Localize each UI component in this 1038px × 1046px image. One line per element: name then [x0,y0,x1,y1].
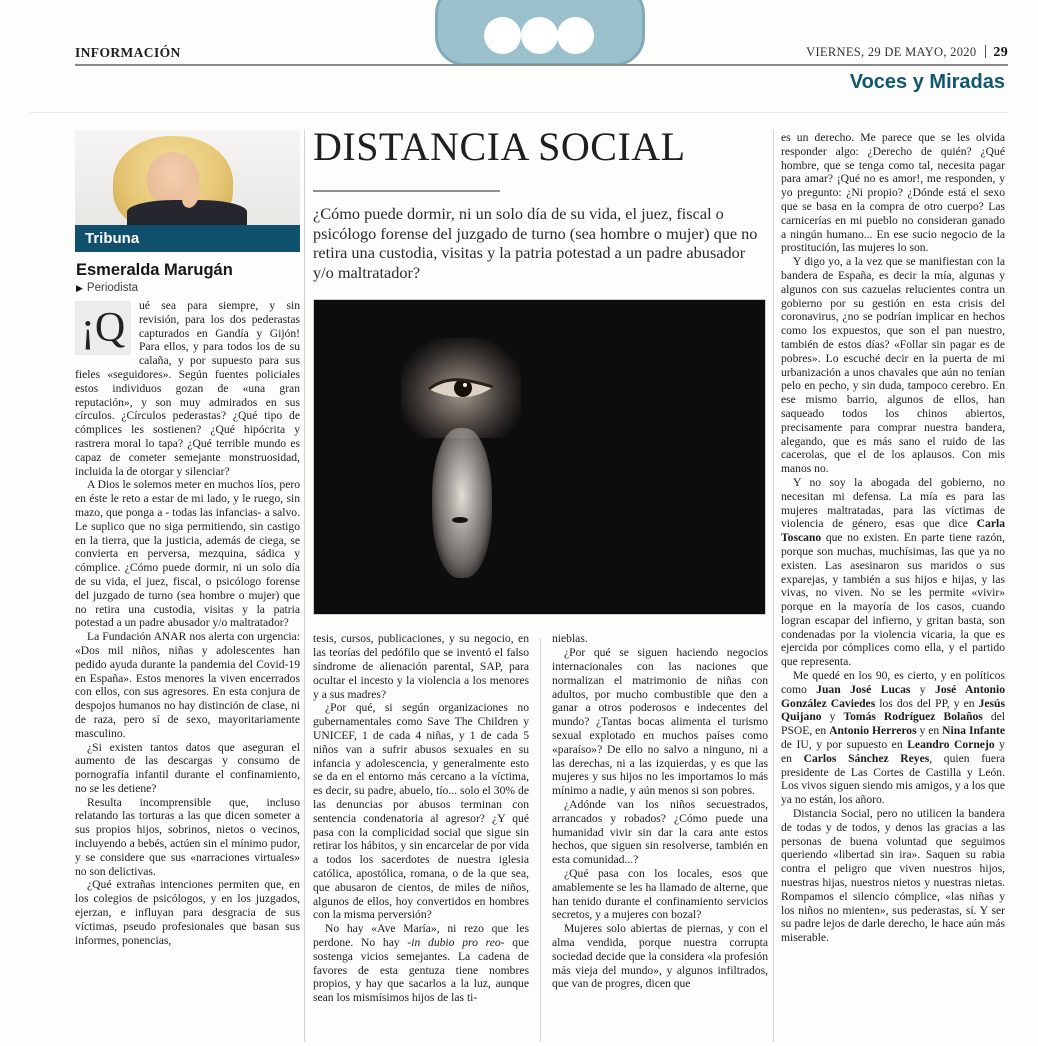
article-paragraph: ¿Adónde van los niños secuestrados, arrancados y robados? ¿Cómo puede una humanidad vivir sin dar la cara ante estos hechos, que siguen sin resolverse, también en esta comunidad...? [552,797,768,867]
author-name: Esmeralda Marugán [76,261,233,279]
article-paragraph: Mujeres solo abiertas de piernas, y con el alma vendida, porque nuestra corrupta sociedad decide que la considera «la profesión más vieja del mundo», y algunos infiltrados, que van de progres, dicen que [552,922,768,991]
article-paragraph: Y no soy la abogada del gobierno, no necesitan mi defensa. La mía es para las mujeres maltratadas, para las víctimas de violencia de género, esas que dice Carla Toscano que no existen. En parte tiene razón, porque son muchas, muchísimas, las que ya no existen. Las asesinaron sus maridos o sus exparejas, y también a sus hijos e hijas, y las vivas, no viven. No se les permite «vivir» porque en la mayoría de los casos, cuando logran escapar del infierno, y gritan basta, son condenadas por la violencia vicaria, la que es ejercida por cómplices como ella, y el partido que representa. [781,475,1005,669]
article-paragraph: La Fundación ANAR nos alerta con urgencia: «Dos mil niños, niñas y adolescentes han pedido ayuda durante la pandemia del Covid-19 en España». Estos menores la viven encerrados con ellos, con sus agresores. En esta conjura de despojos humanos no hay distinción de clase, ni de raza, pero sí de sexo, mayoritariamente masculino. [75,630,300,740]
page-number: 29 [993,45,1008,60]
article-paragraph: Y digo yo, a la vez que se manifiestan con la bandera de España, es decir la mía, algunas y algunos con sus cazuelas relucientes contra un gobierno por su gestión en esta crisis del coronavirus, ¿no se podrían implicar en hechos como los expuestos, que son el pan nuestro, también de estos días? «Follar sin pagar es de pobres». Lo escuché decir en la puerta de mi urbanización a unos chavales que aún no tenían pelo en pecho, y sin duda, tampoco cerebro. En ese mismo barrio, algunos de ellos, han saqueado todos los chinos abiertos, precisamente para comprar nuestra bandera, alegando, que es más sano el ruido de las cacerolas, que el de los aplausos. Con mis manos no. [781,255,1005,476]
column-rule [304,130,305,1042]
date-text: VIERNES, 29 DE MAYO, 2020 [806,45,977,59]
section-title: Voces y Miradas [849,71,1005,93]
dateline [806,45,1008,61]
column-rule [773,130,774,1042]
drop-cap: ¡Q [75,301,131,355]
standfirst: ¿Cómo puede dormir, ni un solo día de su vida, el juez, fiscal o psicólogo forense del juzgado de turno (sea hombre o mujer) que no retira una custodia, visitas y la patria potestad a un padre abusador y/o maltratador? [313,204,758,282]
kicker-bar [75,225,300,252]
article-column-3 [552,632,768,1036]
article-paragraph: Distancia Social, pero no utilicen la bandera de todas y de todos, y denos las gracias a las personas de buena voluntad que seguimos queriendo «libertad sin ira». Saquen su rabia contra el peligro que viven nuestros hijos, nuestras hijas, nuestros nietos y nuestras nietas. Rompamos el silencio cómplice, «las niñas y los niños no mienten», sus pederastas, sí. Y ser su padre lejos de darle derecho, le hace aún más miserable. [781,807,1005,945]
arrow-bullet-icon: ▶ [76,283,83,293]
page-header [75,44,1008,64]
article-paragraph: ¿Qué extrañas intenciones permiten que, en los colegios de psicólogos, y en los juzgados, ejerzan, e influyan para desgracia de sus víctimas, pseudo profesionales que basan sus informes, ponencias, [75,878,300,947]
headline: DISTANCIA SOCIAL [313,124,686,169]
article-main [313,126,768,1036]
article-paragraph: nieblas. [552,632,588,646]
article-paragraph: A Dios le solemos meter en muchos líos, pero en éste le reto a estar de mi lado, y le ruego, sin mazo, que ponga a - todas las infancias- a salvo. Le suplico que no siga permitiendo, sin castigo en la tierra, que la justicia, además de ciega, se convierta en perversa, mezquina, sádica y cómplice. ¿Cómo puede dormir, ni un solo día de su vida, el juez, fiscal, o psicólogo forense del juzgado de turno (sea hombre o mujer) que no retira una custodia, visitas y la patria potestad a un padre abusador y/o maltratador? [75,478,300,630]
column-paragraphs [75,299,300,947]
article-column-2 [313,632,529,1036]
author-sidebar [75,130,300,294]
article-paragraph: Resulta incomprensible que, incluso relatando las torturas a las que dicen someter a sus propios hijos, sobrinos, nietos o vecinos, incluyendo a bebés, actúen sin el mínimo pudor, y se considere que sus «narraciones virtuales» no son delictivas. [75,795,300,878]
article-paragraph: tesis, cursos, publicaciones, y su negocio, en las teorías del pedófilo que se inventó el falso síndrome de alienación parental, SAP, para ocultar el incesto y la violencia a los menores y a sus madres? [313,632,529,701]
article-paragraph: No hay «Ave María», ni rezo que les perdone. No hay -in dubio pro reo- que sostenga vicios semejantes. La cadena de favores de esta gentuza tiene nombres propios, y hay que sacarlos a la luz, aunque sean los mismísimos hijos de las ti- [313,922,529,1005]
headline-rule [313,190,500,192]
author-role-label: Periodista [86,282,139,294]
keyhole-photo [313,299,766,615]
photo-light-bar [432,428,492,578]
header-rule [75,64,1008,66]
article-paragraph: ué sea para siempre, y sin revisión, para los dos pederastas capturados en Gandía y Gijón! Para ellos, y para todos los de su calaña, y por supuesto para sus fieles «seguidores». Según fuentes policiales estos individuos gozan de «una gran reputación», y son muy admirados en sus círculos. ¿Círculos pederastas? ¿Qué tipo de cómplices les sostienen? ¿Qué hipócrita y rastrera moral lo tapa? ¿Qué terrible mundo es capaz de cometer semejante monstruosidad, incluida la de otorgar y silenciar? [75,299,300,478]
article-paragraph: ¿Si existen tantos datos que aseguran el aumento de las descargas y consumo de pornografía infantil durante el confinamiento, no se les detiene? [75,740,300,795]
article-paragraph: Me quedé en los 90, es cierto, y en políticos como Juan José Lucas y José Antonio González Caviedes los dos del PP, y en Jesús Quijano y Tomás Rodríguez Bolaños del PSOE, en Antonio Herreros y en Nina Infante de IU, y por supuesto en Leandro Cornejo y en Carlos Sánchez Reyes, quien fuera presidente de Las Cortes de Castilla y León. Los vivos siguen siendo mis amigos, y a los que ya no están, los añoro. [781,669,1005,807]
article-column-4 [781,131,1005,1044]
article-paragraph: ¿Qué pasa con los locales, esos que amablemente se les ha llamado de alterne, que han tenido durante el confinamiento servicios secretos, y a mujeres con bozal? [552,866,768,922]
masthead-title: INFORMACIÓN [75,45,181,60]
author-photo [75,130,300,225]
author-role [76,282,300,294]
divider [985,45,986,58]
eye-icon [426,372,496,402]
article-column-1 [75,299,300,1045]
article-paragraph: ¿Por qué, si según organizaciones no gubernamentales como Save The Children y UNICEF, 1 de cada 4 niñas, y 1 de cada 5 niños van a sufrir abusos sexuales en su infancia y adolescencia, y generalmente esto se da en el entorno más cercano a la víctima, es decir, su padre, abuelo, tío... solo el 30% de las denuncias por abusos terminan con sentencia condenatoria al agresor? ¿Y qué pasa con la complicidad social que sigue sin retirar los hábitos, y sin encarcelar de por vida a todos los sacerdotes de nuestra iglesia católica, apostólica, romana, o de la que sea, que abusaron de cientos, de miles de niños, algunos de ellos, hoy convertidos en hombres con la misma perversión? [313,701,529,922]
article-paragraph: es un derecho. Me parece que se les olvida responder algo: ¿Derecho de quién? ¿Qué hombre, que se tenga como tal, necesita pagar para amar? ¡Qué no es amor!, me responden, y yo pregunto: ¿Ni propio? ¿Dónde está el sexo que se basa en la compra de otro cuerpo? Las carnicerías en mi pueblo no consideran ganado a ningún humano... En ese sucio negocio de la prostitución, las mujeres lo son. [781,131,1005,255]
content-divider [30,112,1008,113]
article-paragraph: ¿Por qué se siguen haciendo negocios internacionales con las naciones que normalizan el matrimonio de niñas con adultos, por mucho combustible que den a ganar a otros poderosos e indecentes del mundo? ¿Tantas bocas alimenta el turismo sexual explotado en muchos países como «paraíso»? De ello no salvo a ninguno, ni a las derechas, ni a las izquierdas, y es que las mujeres y sus hijos no les importamos lo más mínimo a nadie, y aún menos si son pobres. [552,646,768,798]
kicker-label: Tribuna [85,230,140,247]
